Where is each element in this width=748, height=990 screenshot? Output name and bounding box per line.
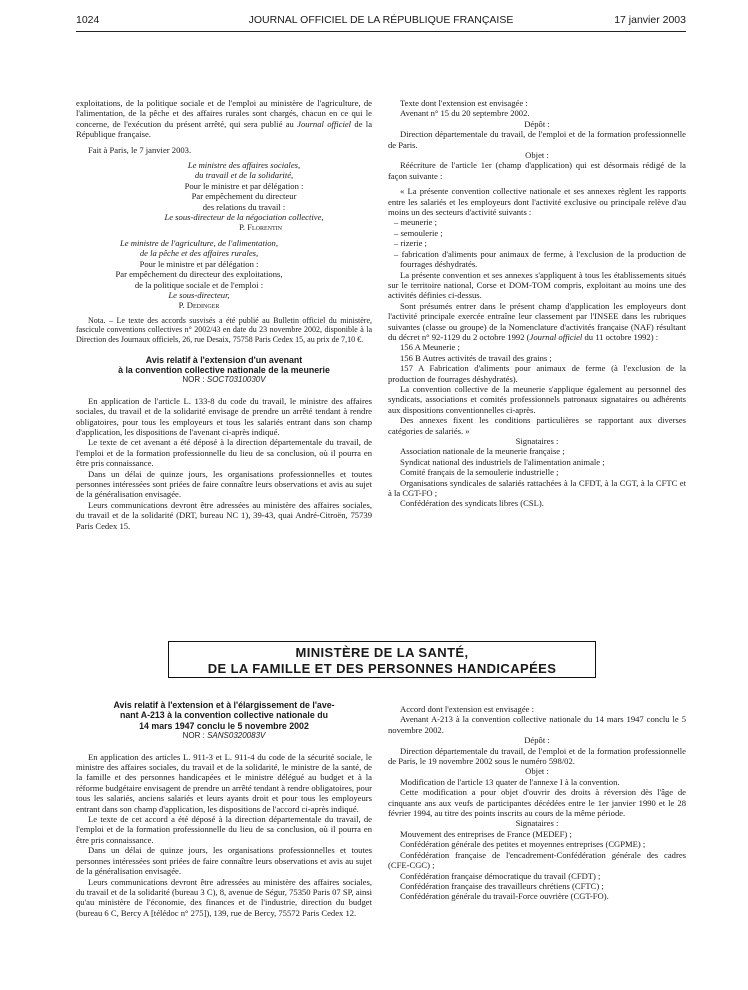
activity-list bbox=[388, 217, 686, 269]
paragraph: Dans un délai de quinze jours, les organisations professionnelles et toutes personnes intéressées sont priées de faire connaître leurs observations et avis au sujet de la généralisation envisagée. bbox=[76, 468, 372, 500]
objet-text-2: Cette modification a pour objet d'ouvrir des droits à réversion dès l'âge de cinquante ans aux veufs de participantes décédées entre le 1er janvier 1990 et le 28 février 1994, au titre des points inscrits au cours de la même période. bbox=[388, 787, 686, 819]
signatory-item: Confédération des syndicats libres (CSL). bbox=[400, 498, 544, 509]
intro-paragraph: exploitations, de la politique sociale et de l'emploi au ministère de l'agriculture, de l'alimentation, de la pêche et des affaires rurales sont chargés, chacun en ce qui le concerne, de l'exécution du présent arrêté, qui sera publié au Journal officiel de la République française. bbox=[76, 98, 373, 140]
paragraph: Dans un délai de quinze jours, les organisations professionnelles et toutes personnes intéressées sont priées de faire connaître leurs observations et avis au sujet de la généralisation envisagée. bbox=[76, 845, 372, 877]
signataires-label: Signataires : bbox=[515, 436, 559, 446]
accord-line: Accord dont l'extension est envisagée : bbox=[400, 704, 534, 714]
signatory-name: P. Florentin bbox=[239, 222, 282, 233]
quoted-paragraph: La convention collective de la meunerie s'applique également au personnel des syndicats, associations et comités professionnels patronaux signataires ou adhérents aux dispositions conventionnelles ci-après. bbox=[388, 383, 686, 415]
objet-text: Modification de l'article 13 quater de l'annexe I à la convention. bbox=[400, 776, 620, 787]
fait-line: Fait à Paris, le 7 janvier 2003. bbox=[88, 144, 192, 155]
bottom-left-column bbox=[76, 700, 372, 918]
header-rule bbox=[76, 31, 686, 32]
paragraph: En application des articles L. 911-3 et L. 911-4 du code de la sécurité sociale, le ministre des affaires sociales, du travail et de la solidarité, le ministre de la santé, de la famille et des personnes handicapées et le ministre délégué au budget et à la réforme budgétaire envisagent de prendre un arrêté tendant à rendre obligatoires, pour tous les salariés, anciens salariés et leurs ayants droit et pour tous les employeurs entrant dans son champ d'application, les dispositions de l'accord ci-après indiqué. bbox=[76, 751, 372, 814]
depot-label: Dépôt : bbox=[524, 735, 550, 746]
quoted-paragraph: Sont présumés entrer dans le présent champ d'application les employeurs dont l'activité principale exercée entraîne leur classement par l'INSEE dans les rubriques suivantes (classe ou groupe) de la Nomenclature d'activités française (NAF) résultant du décret n° 92-1129 du 2 octobre 1992 (Journal officiel du 11 octobre 1992) : bbox=[388, 300, 686, 342]
signatory-item: Confédération française des travailleurs chrétiens (CFTC) ; bbox=[400, 880, 604, 891]
page-number: 1024 bbox=[76, 14, 100, 26]
top-left-column bbox=[76, 98, 372, 531]
nota-note: Nota. – Le texte des accords susvisés a été publié au Bulletin officiel du ministère, fascicule conventions collectives n° 2002/43 en date du 23 novembre 2002, disponible à la Direction des Journaux officiels, 26, rue Desaix, 75758 Paris Cedex 15, au prix de 7,10 €. bbox=[76, 315, 372, 344]
signatory-item: Mouvement des entreprises de France (MEDEF) ; bbox=[400, 828, 572, 839]
objet-label: Objet : bbox=[525, 766, 549, 777]
ministry-heading-line2: DE LA FAMILLE ET DES PERSONNES HANDICAPÉES bbox=[207, 661, 557, 676]
nor-reference: NOR : SOCT0310030V bbox=[182, 375, 266, 385]
depot-text: Direction départementale du travail, de l'emploi et de la formation professionnelle de Paris, le 19 novembre 2002 sous le numéro 598/02. bbox=[388, 745, 686, 767]
paragraph: Le texte de cet avenant a été déposé à la direction départementale du travail, de l'emploi et de la formation professionnelle du lieu de sa conclusion, où il pourra en être pris connaissance. bbox=[76, 437, 372, 469]
ministry-heading-line1: MINISTÈRE DE LA SANTÉ, bbox=[295, 645, 469, 660]
avis-title: Avis relatif à l'extension et à l'élargissement de l'ave- nant A-213 à la convention collective nationale du 14 mars 1947 conclu le 5 novembre 2002 bbox=[113, 700, 335, 731]
ministry-heading-box bbox=[168, 641, 596, 678]
naf-item: 156 B Autres activités de travail des grains ; bbox=[400, 352, 552, 363]
depot-text: Direction départementale du travail, de l'emploi et de la formation professionnelle de Paris. bbox=[388, 129, 686, 150]
signatory-item: Organisations syndicales de salariés rattachées à la CFDT, à la CGT, à la CFTC et à la CGT-FO ; bbox=[388, 477, 686, 499]
objet-label: Objet : bbox=[525, 150, 549, 161]
paragraph: Le texte de cet accord a été déposé à la direction départementale du travail, de l'emploi et de la formation professionnelle du lieu de sa conclusion, où il pourra en être pris connaissance. bbox=[76, 814, 372, 845]
issue-date: 17 janvier 2003 bbox=[614, 14, 686, 26]
paragraph: Leurs communications devront être adressées au ministère des affaires sociales, du travail et de la solidarité (DRT, bureau NC 1), 39-43, quai André-Citroën, 75739 Paris Cedex 15. bbox=[76, 499, 372, 531]
bottom-right-column bbox=[388, 704, 686, 902]
avis-title: Avis relatif à l'extension d'un avenant à la convention collective nationale de la meunerie bbox=[118, 354, 330, 375]
nor-reference: NOR : SANS0320083V bbox=[182, 731, 266, 741]
quoted-paragraph: Des annexes fixent les conditions particulières se rapportant aux diverses catégories de salariés. » bbox=[388, 415, 686, 436]
signatory-item: Confédération générale du travail-Force ouvrière (CGT-FO). bbox=[400, 891, 609, 902]
paragraph: Leurs communications devront être adressées au ministère des affaires sociales, du travail et de la solidarité (bureau 3 C), 8, avenue de Ségur, 75350 Paris 07 SP, ainsi qu'au ministère de l'économie, des finances et de l'industrie, direction du budget (bureau 6 C, Bercy A [télédoc n° 275]), 139, rue de Bercy, 75572 Paris Cedex 12. bbox=[76, 876, 372, 918]
objet-text: Réécriture de l'article 1er (champ d'application) qui est désormais rédigé de la façon suivante : bbox=[388, 160, 686, 181]
page-header bbox=[76, 14, 686, 30]
signatory-item: Confédération générale des petites et moyennes entreprises (CGPME) ; bbox=[400, 839, 646, 850]
signature-block-1: Le ministre des affaires sociales, du travail et de la solidarité, Pour le ministre et par délégation : Par empêchement du directeur des relations du travail : Le sous-directeur de la négociation collective, P. Florentin bbox=[76, 160, 372, 233]
signatory-item: Association nationale de la meunerie française ; bbox=[400, 446, 565, 457]
signataires-label: Signataires : bbox=[515, 818, 559, 829]
list-item: – meunerie ; bbox=[394, 217, 437, 228]
texte-line: Texte dont l'extension est envisagée : bbox=[400, 98, 528, 108]
signature-block-2: Le ministre de l'agriculture, de l'alimentation, de la pêche et des affaires rurales, Pour le ministre et par délégation : Par empêchement du directeur des exploitations, de la politique sociale et de l'emploi : Le sous-directeur, P. Dedinger bbox=[76, 238, 372, 311]
list-item: – rizerie ; bbox=[394, 238, 427, 249]
paragraph: En application de l'article L. 133-8 du code du travail, le ministre des affaires sociales, du travail et de la solidarité envisage de prendre un arrêté tendant à rendre obligatoires, pour tous les employeurs et tous les salariés entrant dans son champ d'application, les dispositions de l'avenant ci-après indiqué. bbox=[76, 395, 372, 437]
depot-label: Dépôt : bbox=[524, 118, 550, 129]
signatory-item: Syndicat national des industriels de l'alimentation animale ; bbox=[400, 456, 605, 467]
avenant-line: Avenant n° 15 du 20 septembre 2002. bbox=[400, 108, 530, 119]
signatory-item: Confédération française de l'encadrement-Confédération générale des cadres (CFE-CGC) ; bbox=[388, 849, 686, 871]
avenant-line: Avenant A-213 à la convention collective nationale du 14 mars 1947 conclu le 5 novembre 2002. bbox=[388, 714, 686, 735]
list-item: – semoulerie ; bbox=[394, 227, 443, 238]
signatory-item: Confédération française démocratique du travail (CFDT) ; bbox=[400, 870, 601, 881]
journal-title: JOURNAL OFFICIEL DE LA RÉPUBLIQUE FRANÇAISE bbox=[248, 14, 514, 26]
list-item: – fabrication d'aliments pour animaux de ferme, à l'exclusion de la production de fourrages déshydratés. bbox=[394, 248, 686, 270]
quoted-paragraph: La présente convention et ses annexes s'appliquent à tous les établissements situés sur le territoire national, Corse et DOM-TOM compris, exploitant au moins une des activités définies ci-dessus. bbox=[388, 269, 686, 301]
signatory-item: Comité français de la semoulerie industrielle ; bbox=[400, 467, 559, 478]
naf-item: 156 A Meunerie ; bbox=[400, 342, 460, 353]
naf-item: 157 A Fabrication d'aliments pour animaux de ferme (à l'exclusion de la production de fourrages déshydratés). bbox=[388, 363, 686, 384]
quoted-paragraph: « La présente convention collective nationale et ses annexes règlent les rapports entre les salariés et les employeurs dont l'activité exclusive ou principale relève d'au moins un des secteurs d'activité suivants : bbox=[388, 186, 686, 218]
top-right-column bbox=[388, 98, 686, 509]
signatory-name: P. Dedinger bbox=[178, 300, 220, 311]
